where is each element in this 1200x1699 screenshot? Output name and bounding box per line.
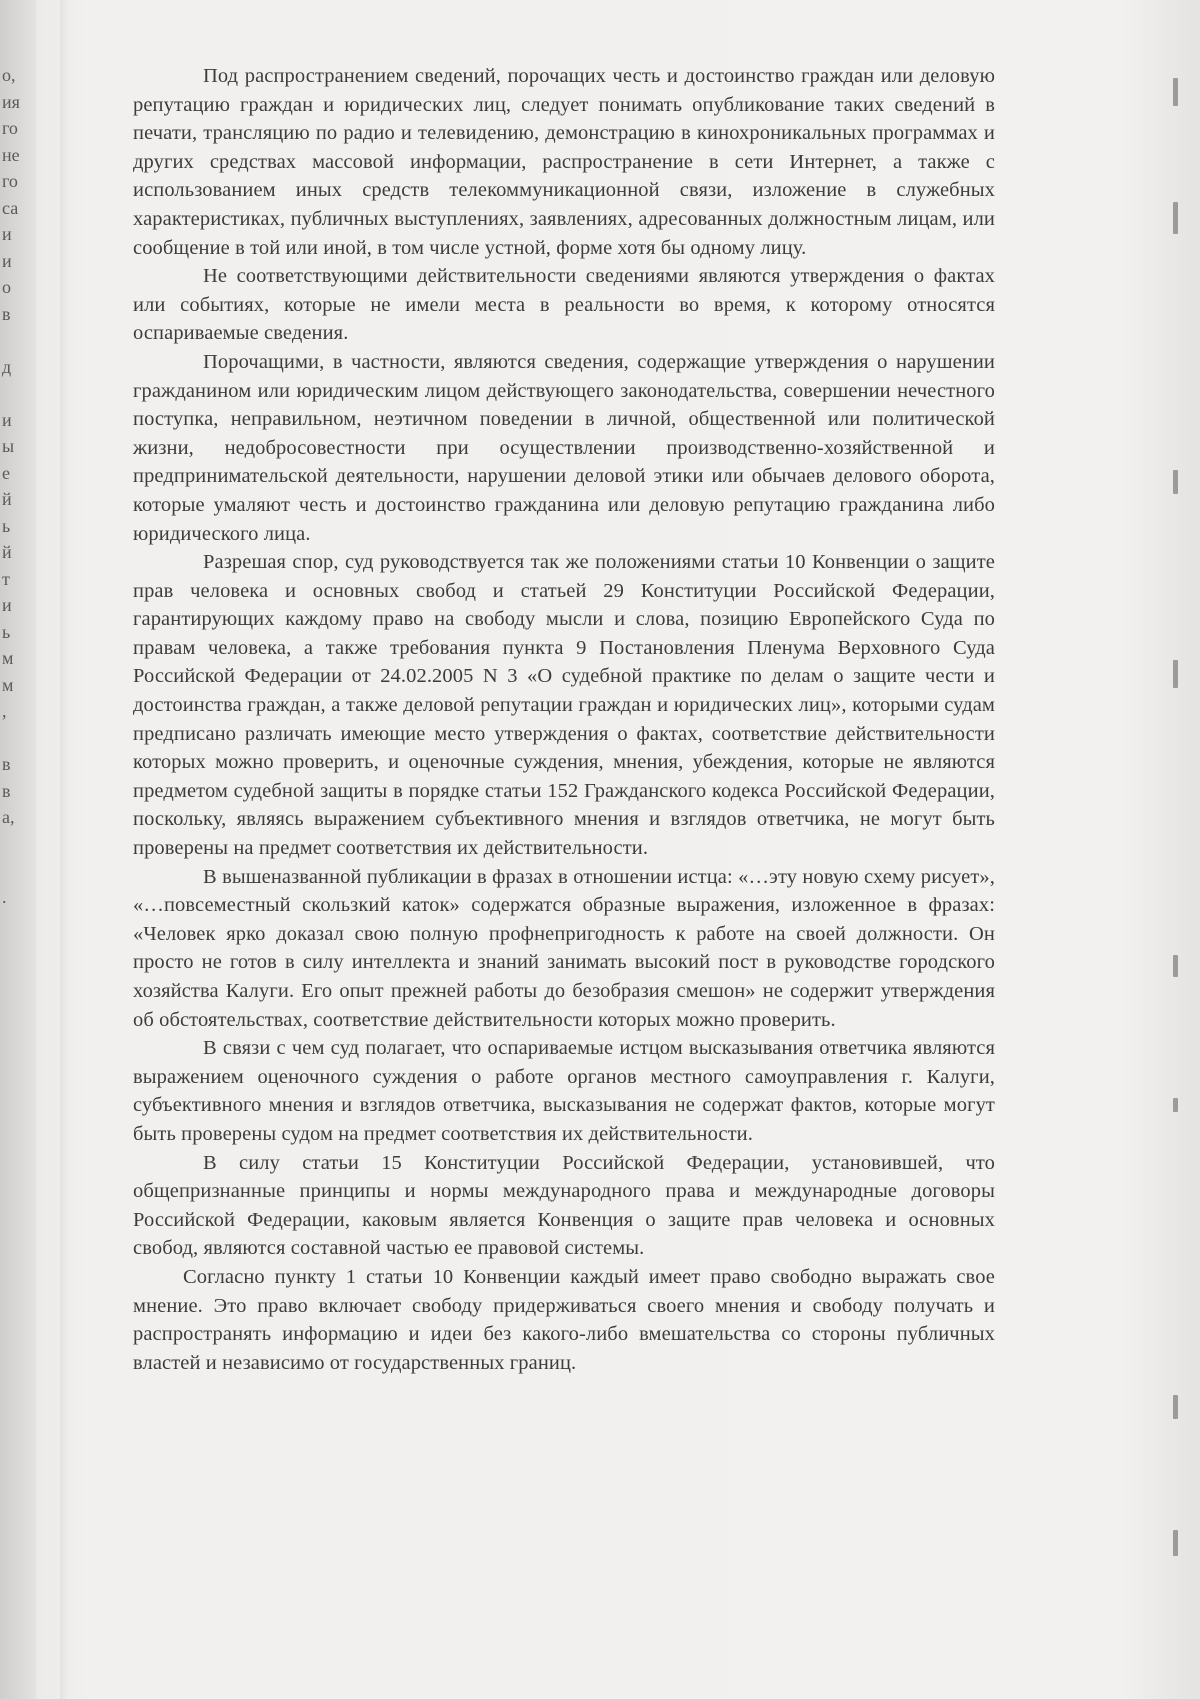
margin-fragment: ия bbox=[2, 91, 20, 112]
paragraph-publication-phrases: В вышеназванной публикации в фразах в отношении истца: «…эту новую схему рисует», «…повсеместный скользкий каток» содержатся образные выражения, изложенное в фразах: «Человек ярко доказал свою полную профнепригодность к работе на своей должности. Он просто не готов в силу интеллекта и знаний занимать высокий пост в руководстве городского хозяйства Калуги. Его опыт прежней работы до безобразия смешон» не содержит утверждения об обстоятельствах, соответствие действительности которых можно проверить. bbox=[133, 865, 995, 1031]
margin-fragment: й bbox=[2, 542, 12, 562]
binding-mark bbox=[1173, 78, 1178, 106]
margin-fragment: т bbox=[2, 568, 10, 589]
margin-fragment bbox=[2, 1149, 32, 1176]
margin-fragment: в bbox=[2, 780, 11, 801]
margin-fragment bbox=[2, 937, 32, 964]
margin-fragment: и bbox=[2, 595, 12, 615]
paragraph-dissemination-definition: Под распространением сведений, порочащих честь и достоинство граждан или деловую репутацию граждан и юридических лиц, следует понимать опубликование таких сведений в печати, трансляцию по радио и телевидению, демонстрацию в кинохроникальных программах и других средствах массовой информации, распространение в сети Интернет, а также с использованием иных средств телекоммуникационной связи, изложение в служебных характеристиках, публичных выступлениях, заявлениях, адресованных должностным лицам, или сообщение в той или иной, в том числе устной, форме хотя бы одному лицу. bbox=[133, 65, 995, 259]
margin-fragment bbox=[2, 1361, 32, 1388]
margin-fragment bbox=[2, 725, 32, 752]
margin-fragment: м bbox=[2, 674, 14, 695]
margin-fragment bbox=[2, 1016, 32, 1043]
margin-fragment bbox=[2, 1387, 32, 1414]
paragraph-constitution-article-15: В силу статьи 15 Конституции Российской Федерации, установившей, что общепризнанные принципы и нормы международного права и международные договоры Российской Федерации, каковым является Конвенция о защите прав человека и основных свобод, являются составной частью ее правовой системы. bbox=[133, 1151, 995, 1260]
margin-fragment bbox=[2, 963, 32, 990]
paragraph-untrue-information: Не соответствующими действительности сведениями являются утверждения о фактах или событиях, которые не имели места в реальности во время, к которому относятся оспариваемые сведения. bbox=[133, 265, 995, 345]
margin-fragment bbox=[2, 1096, 32, 1123]
binding-mark bbox=[1173, 202, 1178, 234]
margin-fragment: в bbox=[2, 754, 11, 774]
margin-fragment: и bbox=[2, 224, 12, 244]
margin-fragment: ь bbox=[2, 515, 11, 536]
binding-mark bbox=[1173, 1395, 1178, 1419]
margin-fragment: о, bbox=[2, 65, 16, 85]
binding-mark bbox=[1173, 1098, 1178, 1112]
margin-fragment bbox=[2, 1334, 32, 1361]
binding-mark bbox=[1173, 660, 1178, 688]
margin-fragment: го bbox=[2, 118, 18, 138]
margin-fragment: в bbox=[2, 303, 11, 324]
margin-fragment: ь bbox=[2, 621, 11, 642]
margin-fragment: не bbox=[2, 144, 20, 165]
document-body bbox=[133, 62, 995, 1377]
margin-fragment: й bbox=[2, 489, 12, 509]
paragraph-court-guidance: Разрешая спор, суд руководствуется так же положениями статьи 10 Конвенции о защите прав человека и основных свобод и статьей 29 Конституции Российской Федерации, гарантирующих каждому право на свободу мысли и слова, позицию Европейского Суда по правам человека, а также требования пункта 9 Постановления Пленума Верховного Суда Российской Федерации от 24.02.2005 N 3 «О судебной практике по делам о защите чести и достоинства граждан, а также деловой репутации граждан и юридических лиц», которыми судам предписано различать имеющие место утверждения о фактах, соответствие действительности которых можно проверить, и оценочные суждения, мнения, убеждения, которые не являются предметом судебной защиты в порядке статьи 152 Гражданского кодекса Российской Федерации, поскольку, являясь выражением субъективного мнения и взглядов ответчика, не могут быть проверены на предмет соответствия их действительности. bbox=[133, 551, 995, 860]
margin-fragment: го bbox=[2, 171, 18, 191]
binding-mark bbox=[1173, 470, 1178, 494]
margin-fragment: са bbox=[2, 197, 19, 218]
margin-fragment: а, bbox=[2, 807, 15, 827]
margin-text-fragments bbox=[2, 62, 32, 1440]
margin-fragment bbox=[2, 1228, 32, 1255]
margin-fragment bbox=[2, 327, 32, 354]
margin-fragment bbox=[2, 1069, 32, 1096]
margin-fragment bbox=[2, 1122, 32, 1149]
margin-fragment bbox=[2, 1175, 32, 1202]
margin-fragment: , bbox=[2, 701, 7, 721]
binding-mark bbox=[1173, 955, 1178, 977]
margin-fragment bbox=[2, 380, 32, 407]
margin-fragment bbox=[2, 831, 32, 858]
margin-fragment: и bbox=[2, 250, 12, 271]
margin-fragment bbox=[2, 1043, 32, 1070]
margin-fragment: ы bbox=[2, 436, 15, 456]
paragraph-court-conclusion: В связи с чем суд полагает, что оспариваемые истцом высказывания ответчика являются выражением оценочного суждения о работе органов местного самоуправления г. Калуги, субъективного мнения и взглядов ответчика, высказывания не содержат фактов, которые могут быть проверены судом на предмет соответствия их действительности. bbox=[133, 1037, 995, 1145]
margin-fragment: и bbox=[2, 409, 12, 430]
margin-fragment: м bbox=[2, 648, 14, 668]
margin-fragment bbox=[2, 990, 32, 1017]
margin-fragment bbox=[2, 1414, 32, 1441]
margin-fragment: е bbox=[2, 462, 10, 483]
margin-fragment bbox=[2, 1202, 32, 1229]
margin-fragment bbox=[2, 1281, 32, 1308]
margin-fragment: о bbox=[2, 277, 11, 297]
paragraph-convention-article-10: Согласно пункту 1 статьи 10 Конвенции каждый имеет право свободно выражать свое мнение. Это право включает свободу придерживаться своего мнения и свободу получать и распространять информацию и идеи без какого-либо вмешательства со стороны публичных властей и независимо от государственных границ. bbox=[133, 1265, 995, 1374]
margin-fragment bbox=[2, 910, 32, 937]
margin-fragment: д bbox=[2, 356, 12, 377]
binding-mark bbox=[1173, 1530, 1178, 1556]
margin-fragment bbox=[2, 857, 32, 884]
page-fold-shadow bbox=[60, 0, 68, 1699]
margin-fragment: . bbox=[2, 886, 7, 907]
paragraph-defamatory-information: Порочащими, в частности, являются сведения, содержащие утверждения о нарушении гражданином или юридическим лицом действующего законодательства, совершении нечестного поступка, неправильном, неэтичном поведении в личной, общественной или политической жизни, недобросовестности при осуществлении производственно-хозяйственной и предпринимательской деятельности, нарушении деловой этики или обычаев делового оборота, которые умаляют честь и достоинство гражданина или деловую репутацию гражданина либо юридического лица. bbox=[133, 350, 995, 545]
margin-fragment bbox=[2, 1255, 32, 1282]
margin-fragment bbox=[2, 1308, 32, 1335]
